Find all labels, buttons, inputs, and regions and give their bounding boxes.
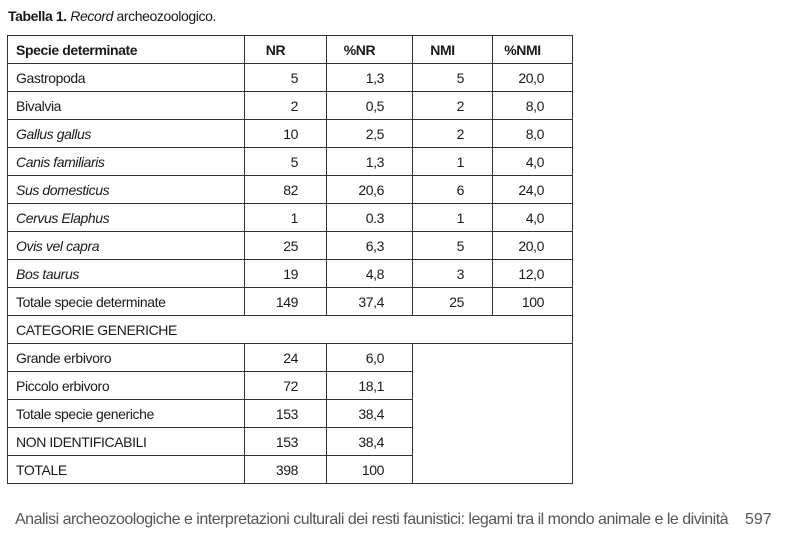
nr-cell: 398 <box>245 456 327 484</box>
species-name-cell: Gallus gallus <box>8 120 245 148</box>
pnmi-cell: 100 <box>493 288 573 316</box>
species-name-cell: Cervus Elaphus <box>8 204 245 232</box>
caption-italic: Record <box>70 8 114 24</box>
header-species: Specie determinate <box>8 36 245 64</box>
table-row <box>8 204 573 232</box>
header-nr: NR <box>245 36 327 64</box>
pnr-cell: 1,3 <box>327 64 413 92</box>
pnr-cell: 37,4 <box>327 288 413 316</box>
pnr-cell: 0.3 <box>327 204 413 232</box>
total-determinate-row <box>8 288 573 316</box>
header-nmi: NMI <box>413 36 493 64</box>
table-row <box>8 148 573 176</box>
table-row <box>8 120 573 148</box>
table-caption <box>8 8 216 24</box>
nr-cell: 24 <box>245 344 327 372</box>
table-row <box>8 176 573 204</box>
nr-cell: 10 <box>245 120 327 148</box>
nmi-cell: 3 <box>413 260 493 288</box>
species-name-cell: Gastropoda <box>8 64 245 92</box>
caption-label: Tabella 1. <box>8 8 67 24</box>
pnr-cell: 6,0 <box>327 344 413 372</box>
generic-name-cell: TOTALE <box>8 456 245 484</box>
nmi-cell: 5 <box>413 64 493 92</box>
pnmi-cell: 12,0 <box>493 260 573 288</box>
nr-cell: 82 <box>245 176 327 204</box>
pnmi-cell: 20,0 <box>493 232 573 260</box>
page-number: 597 <box>745 511 772 528</box>
generic-name-cell: NON IDENTIFICABILI <box>8 428 245 456</box>
pnr-cell: 100 <box>327 456 413 484</box>
nmi-cell: 25 <box>413 288 493 316</box>
table-header-row <box>8 36 573 64</box>
nr-cell: 5 <box>245 64 327 92</box>
pnr-cell: 2,5 <box>327 120 413 148</box>
nr-cell: 153 <box>245 428 327 456</box>
header-pnr: %NR <box>327 36 413 64</box>
nr-cell: 25 <box>245 232 327 260</box>
pnr-cell: 20,6 <box>327 176 413 204</box>
caption-rest: archeozoologico. <box>113 8 216 24</box>
nr-cell: 149 <box>245 288 327 316</box>
pnmi-cell: 4,0 <box>493 204 573 232</box>
table-row <box>8 260 573 288</box>
generic-name-cell: Grande erbivoro <box>8 344 245 372</box>
record-table <box>7 35 573 484</box>
pnmi-cell: 8,0 <box>493 120 573 148</box>
generic-name-cell: Totale specie generiche <box>8 400 245 428</box>
pnr-cell: 6,3 <box>327 232 413 260</box>
table-row <box>8 344 573 372</box>
nmi-cell: 1 <box>413 148 493 176</box>
nr-cell: 5 <box>245 148 327 176</box>
pnmi-cell: 4,0 <box>493 148 573 176</box>
table-row <box>8 232 573 260</box>
pnr-cell: 18,1 <box>327 372 413 400</box>
generic-header-cell: CATEGORIE GENERICHE <box>8 316 573 344</box>
pnmi-cell: 8,0 <box>493 92 573 120</box>
nr-cell: 1 <box>245 204 327 232</box>
pnr-cell: 4,8 <box>327 260 413 288</box>
empty-block <box>413 344 573 484</box>
nmi-cell: 1 <box>413 204 493 232</box>
generic-header-row <box>8 316 573 344</box>
nmi-cell: 5 <box>413 232 493 260</box>
nr-cell: 72 <box>245 372 327 400</box>
species-name-cell: Sus domesticus <box>8 176 245 204</box>
nmi-cell: 2 <box>413 92 493 120</box>
header-pnmi: %NMI <box>493 36 573 64</box>
nmi-cell: 6 <box>413 176 493 204</box>
species-name-cell: Bos taurus <box>8 260 245 288</box>
generic-name-cell: Piccolo erbivoro <box>8 372 245 400</box>
pnmi-cell: 20,0 <box>493 64 573 92</box>
pnr-cell: 0,5 <box>327 92 413 120</box>
page-footer-text: Analisi archeozoologiche e interpretazioni culturali dei resti faunistici: legami tra il mondo animale e le divinità <box>15 511 729 528</box>
table-row <box>8 64 573 92</box>
nr-cell: 2 <box>245 92 327 120</box>
total-name-cell: Totale specie determinate <box>8 288 245 316</box>
species-name-cell: Bivalvia <box>8 92 245 120</box>
pnmi-cell: 24,0 <box>493 176 573 204</box>
nr-cell: 153 <box>245 400 327 428</box>
species-name-cell: Canis familiaris <box>8 148 245 176</box>
nr-cell: 19 <box>245 260 327 288</box>
species-name-cell: Ovis vel capra <box>8 232 245 260</box>
pnr-cell: 38,4 <box>327 400 413 428</box>
pnr-cell: 1,3 <box>327 148 413 176</box>
pnr-cell: 38,4 <box>327 428 413 456</box>
nmi-cell: 2 <box>413 120 493 148</box>
table-row <box>8 92 573 120</box>
